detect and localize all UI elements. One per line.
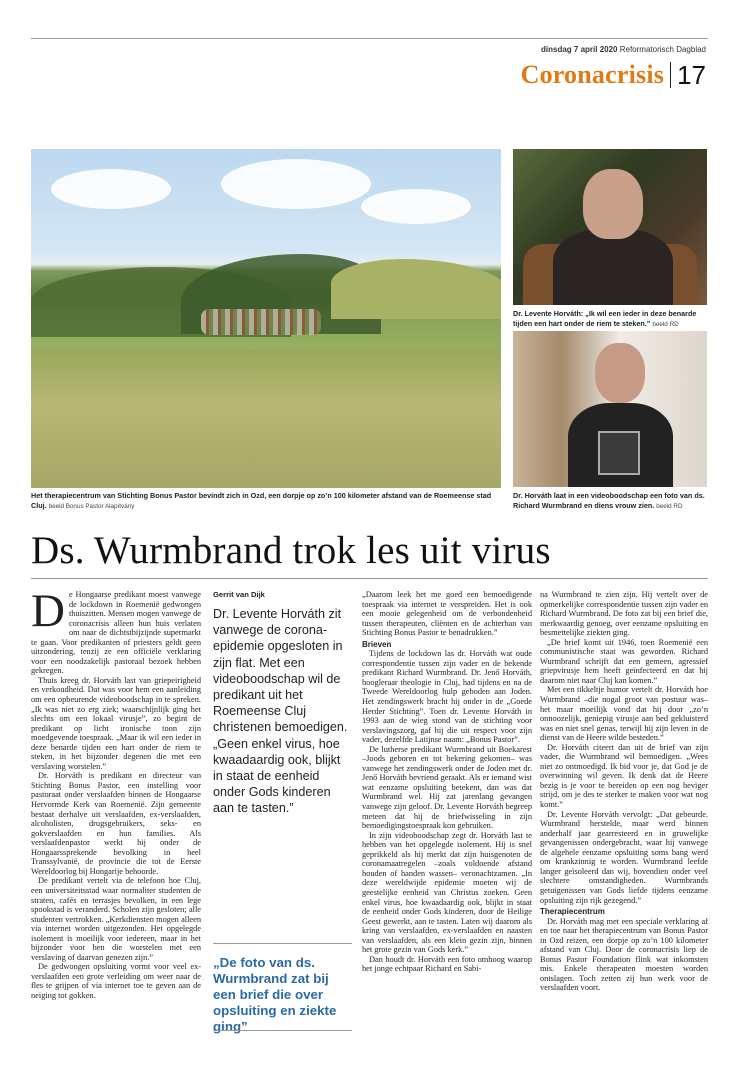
intro-text: Dr. Levente Horváth zit vanwege de corona-epidemie opgesloten in zijn flat. Met een videoboodschap wil de predikant uit het Roemeense Cluj christenen bemoedigen. „Geen enkel virus, hoe kwaadaardig ook, blijkt in staat de eenheid onder Gods kinderen aan te tasten.” [213, 607, 348, 816]
page-number: 17 [677, 59, 706, 90]
video-message-photo [513, 331, 707, 487]
cloud [221, 159, 371, 209]
article-column-4 [540, 590, 708, 993]
paragraph: Dr. Horváth citeert dan uit de brief van zijn vader, die Wurmbrand wil bemoedigen. „Wees niet zo ontmoedigd. Ik bid voor je, dat God je de overwinning wil geven. Ik denk dat de Heere bezig is je voor te bereiden op een nog heviger strijd, om je des te sterker te maken voor wat nog komt.” [540, 742, 708, 810]
portrait1-caption-text: Dr. Levente Horváth: „Ik wil een ieder in deze benarde tijden een hart onder de riem te steken.” [513, 309, 697, 328]
issue-date: dinsdag 7 april 2020 [541, 45, 618, 54]
paragraph: De lutherse predikant Wurmbrand uit Boekarest –Joods geboren en tot bekering gekomen– was vanwege het zendingswerk onder de Joden met dr. Jenő Horváth bevriend geraakt. Als er iemand wist wat eenzame opsluiting betekent, dan was dat Wurmbrand wel. Hij zat jarenlang gevangen vanwege zijn geloof. Dr. Levente Horváth begreep meteen dat hij de briefwisseling in zijn bemoedigingstoespraak kon gebruiken. [362, 744, 532, 831]
portrait2-caption [513, 491, 708, 511]
section-divider [670, 62, 671, 88]
byline: Gerrit van Dijk [213, 590, 265, 599]
landscape-caption [31, 491, 501, 511]
portrait1-caption [513, 309, 708, 329]
subheading-brieven: Brieven [362, 639, 392, 649]
paragraph: Dr. Horváth mag met een speciale verklaring af en toe naar het therapiecentrum van Bonus Pastor in Ozd reizen, een dorpje op zo’n 100 kilometer afstand van Cluj. Door de coronacrisis liep de Bonus Pastor Foundation flink wat inkomsten mis. Enkele therapeuten moesten worden ontslagen. Toch zetten zij hun werk voor de verslaafden voort. [540, 916, 708, 993]
headline: Ds. Wurmbrand trok les uit virus [31, 529, 551, 572]
article-column-1 [31, 585, 201, 1001]
held-photo [598, 431, 640, 475]
person-body [553, 229, 673, 305]
quote-rule-top [213, 943, 352, 944]
paragraph: In zijn videoboodschap zegt dr. Horváth last te hebben van het opgelegde isolement. Hij is snel geprikkeld als hij merkt dat zijn huisgenoten de coronamaatregelen –zoals voldoende afstand houden of handen wassen– veronachtzamen. „In deze wereldwijde epidemie moeten wij de geestelijke eenheid van Christus zoeken. Geen enkel virus, hoe kwaadaardig ook, blijkt in staat de eenheid onder Gods kinderen, door de Heilige Geest gewerkt, aan te tasten. Laten wij daarom als kring van verslaafden, ex-verslaafden en naasten van verslaafden, als een klein gezin zijn, binnen het grote gezin van Gods kerk.” [362, 830, 532, 955]
portrait2-credit: beeld RD [656, 502, 683, 510]
paragraph: Thuis kreeg dr. Horváth last van griepeirigheid en verkoudheid. Dat was voor hem een aanleiding om een opbeurende videoboodschap in te spreken. „Ik was niet zo erg ziek; waarschijnlijk ging het slechts om een lokaal virusje”, zo begint de predikant op licht ironische toon zijn moedgevende toespraak. „Maar ik wil een ieder in deze benarde tijden een hart onder de riem te steken, in het bijzonder degenen die met een verslaving worstelen.” [31, 675, 201, 771]
landscape-caption-text: Het therapiecentrum van Stichting Bonus Pastor bevindt zich in Ozd, een dorpje op zo’n 100 kilometer afstand van de Roemeense stad Cluj. [31, 491, 492, 510]
meadow [31, 349, 501, 488]
subheading-therapiecentrum: Therapiecentrum [540, 907, 605, 917]
cloud [51, 169, 171, 209]
top-rule [31, 38, 708, 39]
paragraph: Tijdens de lockdown las dr. Horváth wat oude correspondentie tussen zijn vader en de bekende predikant Richard Wurmbrand. Dr. Jenő Horváth, hoogleraar theologie in Cluj, had tijdens en na de Tweede Wereldoorlog hulp geboden aan Joden. Het zendingswerk bracht hij onder in de „Goede Herder Stichting”. Toen dr. Levente Horváth in 1993 aan de wieg stond van de stichting voor verslavingszorg, gaf hij die uit respect voor zijn vader, dezelfde Latijnse naam: „Bonus Pastor”. [362, 649, 532, 745]
paragraph: e Hongaarse predikant moest vanwege de lockdown in Roemenië gedwongen thuiszitten. Mensen mogen vanwege de coronacrisis alleen hun huis verlaten om naar de dichtstbijzijnde supermarkt te gaan. Voor predikanten of priesters geldt geen uitzondering, tenzij ze een officiële verklaring voor een noodzakelijk pastoraal bezoek hebben gekregen. [31, 590, 201, 676]
paragraph: „Daarom leek het me goed een bemoedigende toespraak via internet te verspreiden. Het is ook een mooie gelegenheid om de verbondenheid tussen therapeuten, cliënten en de achterban van Stichting Bonus Pastor te benadrukken.” [362, 590, 532, 638]
person-head [595, 343, 645, 403]
article-column-3 [362, 590, 532, 974]
landscape-photo [31, 149, 501, 488]
newspaper-name: Reformatorisch Dagblad [619, 45, 706, 54]
portrait1-credit: beeld RD [652, 320, 679, 328]
paragraph: Met een tikkeltje humor vertelt dr. Horváth hoe Wurmbrand –die nogal groot van postuur was– het maar moeilijk vond dat hij door „zo’n onnoozelijk, geniepig virusje aan bed gekluisterd was en niet snel genas, terwijl hij zijn leven in de dienst van de Heere wilde besteden.” [540, 685, 708, 743]
section-name: Coronacrisis [520, 60, 665, 89]
dateline [541, 45, 706, 54]
section-header [521, 59, 706, 91]
paragraph: „De brief komt uit 1946, toen Roemenië een communistische staat was geworden. Richard Wurmbrand schrijft dat een gemeen, agressief griepvirusje hem heeft geïnfecteerd en dat hij daarom niet naar Cluj kan komen.” [540, 637, 708, 685]
horvath-portrait-photo [513, 149, 707, 305]
headline-rule [31, 578, 708, 579]
hill [331, 259, 501, 319]
landscape-credit: beeld Bonus Pastor Alapítvány [48, 502, 135, 510]
paragraph: De gedwongen opsluiting vormt voor veel ex-verslaafden een grote verleiding om weer naar de fles te grijpen of via internet toe te geven aan de neiging tot gokken. [31, 962, 201, 1000]
paragraph: Dr. Levente Horváth vervolgt: „Dat gebeurde. Wurmbrand herstelde, maar werd binnen anderhalf jaar gearresteerd en in gruwelijke gevangenissen ondergebracht, waar hij vanwege de algehele eenzame opsluiting soms bang werd om krankzinnig te worden. Wurmbrand leefde langer geïsoleerd dan wij, bovendien onder veel slechtere omstandigheden. Wurmbrands getuigenissen van Gods liefde tijdens eenzame opsluiting zijn rijk gezegend.” [540, 809, 708, 905]
cloud [361, 189, 471, 224]
quote-rule-bottom [213, 1030, 352, 1031]
paragraph: De predikant vertelt via de telefoon hoe Cluj, een universiteitsstad waar normaliter studenten de straten, cafés en terrasjes bevolken, in een lege spookstad is veranderd. Scholen zijn gesloten; alle studenten vertrokken. „Kerkdiensten mogen alleen via internet worden uitgezonden. Het opgelegde isolement is moeilijk voor iedereen, maar in het bijzonder voor hen die worstelen met een verslaving of daarvan genezen zijn.” [31, 876, 201, 962]
pull-quote: „De foto van ds. Wurmbrand zat bij een brief die over opsluiting en ziekte ging” [213, 955, 337, 1034]
village [201, 309, 321, 335]
paragraph: na Wurmbrand te zien zijn. Hij vertelt over de opmerkelijke correspondentie tussen zijn vader en Richard Wurmbrand. De foto zat bij een brief die, merkwaardig genoeg, over eenzame opsluiting en besmettelijke ziekten ging. [540, 590, 708, 638]
person-head [583, 169, 643, 239]
paragraph: Dr. Horváth is predikant en directeur van Stichting Bonus Pastor, een instelling voor pastoraat onder verslaafden binnen de Hongaarse Hervormde Kerk van Roemenië. Zijn gemeente bestaat derhalve uit verslaafden, ex-verslaafden, alcoholisten, drugsgebruikers, seks- en gokverslaafden en hun families. Als verslaafdenpastor werkt hij onder de Hongaarssprekende bevolking in heel Transsylvanië, de provincie die tot de Eerste Wereldoorlog bij Hongarije behoorde. [31, 771, 201, 876]
portrait2-caption-text: Dr. Horváth laat in een videoboodschap een foto van ds. Richard Wurmbrand en diens vrouw zien. [513, 491, 705, 510]
paragraph: Dan houdt dr. Horváth een foto omhoog waarop het jonge echtpaar Richard en Sabi- [362, 954, 532, 974]
drop-cap: D [31, 585, 65, 637]
